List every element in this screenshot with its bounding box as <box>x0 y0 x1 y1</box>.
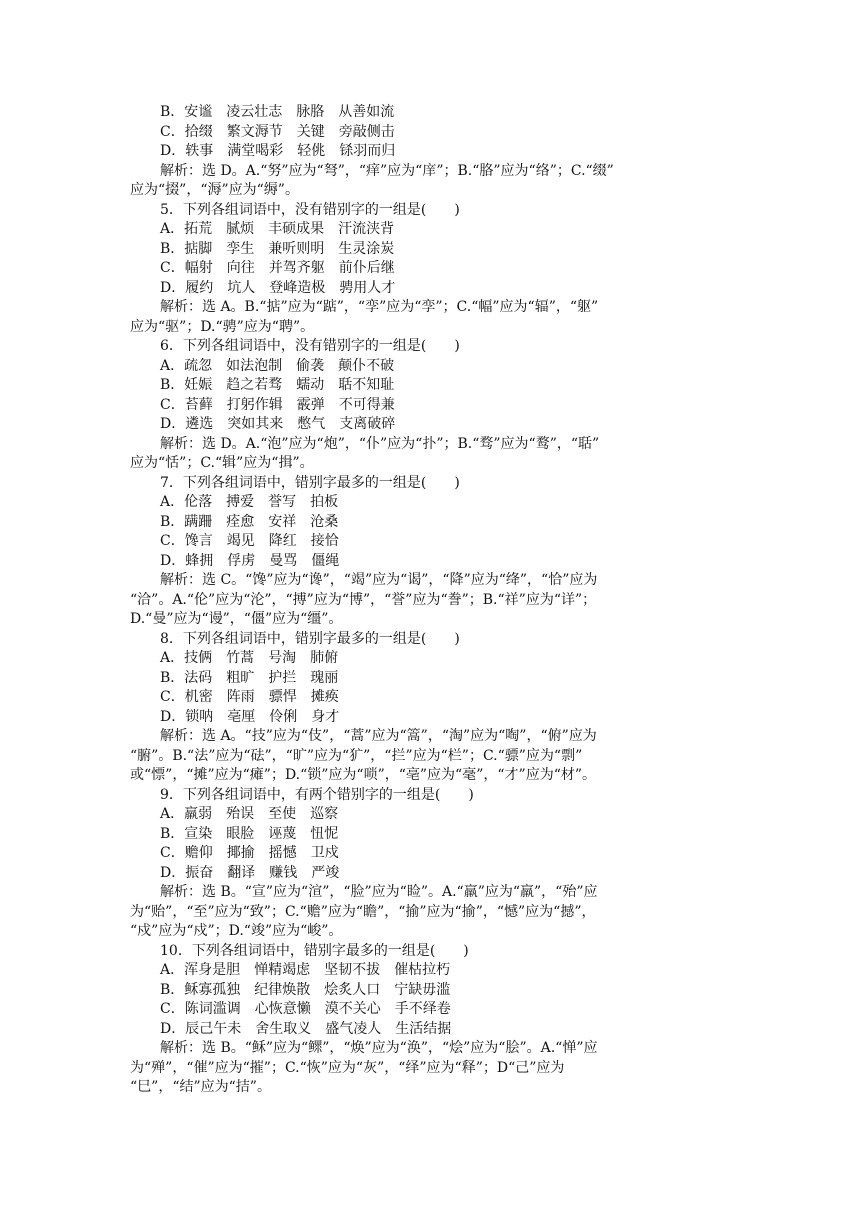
analysis-text: 解析：选 A。B.“掂”应为“踮”，“孪”应为“孪”；C.“幅”应为“辐”，“躯” <box>160 299 599 315</box>
answer-option: B．妊娠 趋之若骛 蠕动 聒不知耻 <box>160 377 395 393</box>
answer-option: D．振奋 翻译 赚钱 严竣 <box>160 864 340 881</box>
analysis-text: 解析：选 B。“稣”应为“鳏”，“焕”应为“涣”，“烩”应为“脍”。A.“惮”应 <box>160 1040 598 1056</box>
text-continuation: “戍”应为“戍”；D.“竣”应为“峻”。 <box>130 923 343 939</box>
text-continuation: “洽”。A.“伦”应为“沦”，“搏”应为“博”，“誉”应为“誊”；B.“祥”应为“详”； <box>130 591 597 608</box>
answer-option: A．疏忽 如法泡制 偷袭 颠仆不破 <box>160 357 395 374</box>
answer-option: D．轶事 满堂喝彩 轻佻 铩羽而归 <box>160 143 396 159</box>
analysis-text: 解析：选 C。“馋”应为“谗”，“竭”应为“谒”，“降”应为“绛”，“恰”应为 <box>160 572 598 588</box>
question-stem: 6．下列各组词语中，没有错别字的一组是( ) <box>160 338 460 354</box>
analysis-text: 解析：选 B。“宣”应为“渲”，“脸”应为“睑”。A.“羸”应为“羸”，“殆”应 <box>160 884 598 900</box>
answer-option: D．蜂拥 俘虏 曼骂 僵绳 <box>160 552 340 569</box>
analysis-text: 解析：选 D。A.“努”应为“弩”，“痒”应为“庠”；B.“胳”应为“络”；C.“缀” <box>160 162 614 179</box>
answer-option: C．拾缀 繁文溽节 关键 旁敲侧击 <box>160 123 395 140</box>
answer-option: A．浑身是胆 惮精竭虑 坚韧不拔 催枯拉朽 <box>160 962 451 978</box>
answer-option: C．馋言 竭见 降红 接恰 <box>160 533 339 549</box>
answer-option: D．遴选 突如其来 憋气 支离破碎 <box>160 416 396 432</box>
text-continuation: 应为“掇”，“溽”应为“缛”。 <box>130 182 299 198</box>
text-continuation: 应为“驱”；D.“骋”应为“聘”。 <box>130 318 315 335</box>
question-stem: 9．下列各组词语中，有两个错别字的一组是( ) <box>160 786 474 803</box>
question-stem: 10．下列各组词语中，错别字最多的一组是( ) <box>160 942 469 959</box>
answer-option: C．赡仰 揶揄 摇憾 卫戍 <box>160 845 339 861</box>
answer-option: B．宣染 眼脸 诬蔑 忸怩 <box>160 825 339 842</box>
question-stem: 5．下列各组词语中，没有错别字的一组是( ) <box>160 201 460 218</box>
text-continuation: “巳”，“结”应为“拮”。 <box>130 1079 271 1095</box>
answer-option: A．羸弱 殆误 至使 巡察 <box>160 806 339 822</box>
answer-option: B．稣寡孤独 纪律焕散 烩炙人口 宁缺毋滥 <box>160 981 451 998</box>
text-continuation: 或“慓”，“摊”应为“瘫”；D.“锁”应为“唢”，“亳”应为“毫”，“才”应为“材”。 <box>130 767 597 783</box>
answer-option: A．伦落 搏爱 誉写 拍板 <box>160 494 339 510</box>
analysis-text: 解析：选 A。“技”应为“伎”，“蒿”应为“篙”，“淘”应为“啕”，“俯”应为 <box>160 728 597 744</box>
text-continuation: 应为“恬”；C.“辑”应为“揖”。 <box>130 455 314 471</box>
answer-option: D．辰己午未 舍生取义 盛气凌人 生活结据 <box>160 1020 452 1037</box>
answer-option: C．陈词滥调 心恢意懒 漠不关心 手不绎卷 <box>160 1001 451 1017</box>
answer-option: B．掂脚 孪生 兼听则明 生灵涂炭 <box>160 240 395 257</box>
question-stem: 7．下列各组词语中，错别字最多的一组是( ) <box>160 474 460 491</box>
answer-option: D．履约 坑人 登峰造极 骋用人才 <box>160 279 396 296</box>
answer-option: A．拓荒 腻烦 丰硕成果 汗流浃背 <box>160 221 395 237</box>
text-continuation: “腑”。B.“法”应为“砝”，“旷”应为“犷”，“拦”应为“栏”；C.“骠”应为“剽” <box>130 747 583 764</box>
answer-option: B．法码 粗旷 护拦 瑰丽 <box>160 669 339 686</box>
text-continuation: D.“曼”应为“谩”，“僵”应为“缰”。 <box>130 611 343 627</box>
text-continuation: 为“殚”，“催”应为“摧”；C.“恢”应为“灰”，“绎”应为“释”；D“己”应为 <box>130 1059 565 1076</box>
answer-option: D．锁呐 亳厘 伶俐 身才 <box>160 708 340 725</box>
analysis-text: 解析：选 D。A.“泡”应为“炮”，“仆”应为“扑”；B.“骛”应为“鹜”，“聒” <box>160 435 600 452</box>
answer-option: C．苔藓 打躬作辑 霰弹 不可得兼 <box>160 396 395 413</box>
question-stem: 8．下列各组词语中，错别字最多的一组是( ) <box>160 630 460 647</box>
answer-option: C．机密 阵雨 骠悍 摊痪 <box>160 689 339 705</box>
answer-option: B．蹒跚 痊愈 安祥 沧桑 <box>160 513 339 530</box>
answer-option: A．技俩 竹蒿 号淘 肺俯 <box>160 650 339 666</box>
answer-option: C．幅射 向往 并驾齐躯 前仆后继 <box>160 260 395 276</box>
document-page <box>130 103 730 1098</box>
answer-option: B．安谧 凌云壮志 脉胳 从善如流 <box>160 104 395 120</box>
text-continuation: 为“贻”，“至”应为“致”；C.“赡”应为“瞻”，“揄”应为“揄”，“憾”应为“撼”， <box>130 903 596 920</box>
